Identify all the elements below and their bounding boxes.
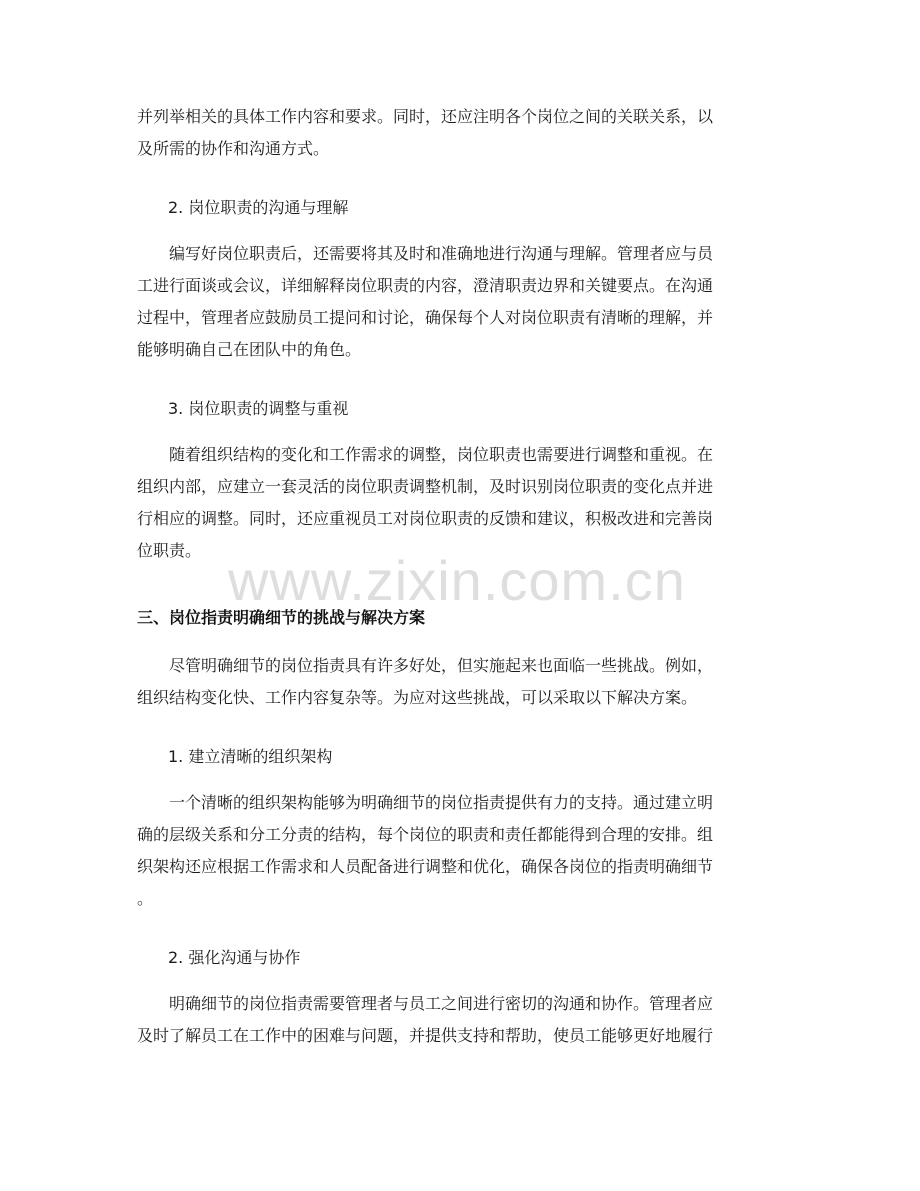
text-line: 及时了解员工在工作中的困难与问题，并提供支持和帮助，使员工能够更好地履行 [137,1026,714,1045]
paragraph-collaboration [137,988,785,1052]
text-line: 行相应的调整。同时，还应重视员工对岗位职责的反馈和建议，积极改进和完善岗 [137,509,714,528]
text-line: 。 [137,889,154,908]
text-line: 工进行面谈或会议，详细解释岗位职责的内容，澄清职责边界和关键要点。在沟通 [137,276,714,295]
text-line: 明确细节的岗位指责需要管理者与员工之间进行密切的沟通和协作。管理者应 [169,994,714,1013]
text-line: 尽管明确细节的岗位指责具有许多好处，但实施起来也面临一些挑战。例如， [169,656,714,675]
paragraph-communication [137,238,785,366]
text-line: 织架构还应根据工作需求和人员配备进行调整和优化，确保各岗位的指责明确细节 [137,857,714,876]
watermark: www.zixin.com.cn [228,549,686,612]
text-line: 确的层级关系和分工分责的结构，每个岗位的职责和责任都能得到合理的安排。组 [137,825,714,844]
text-line: 位职责。 [137,541,202,560]
text-line: 组织结构变化快、工作内容复杂等。为应对这些挑战，可以采取以下解决方案。 [137,688,698,707]
subheading-s3-2: 2. 强化沟通与协作 [168,948,301,967]
paragraph-org-structure [137,787,785,915]
text-line: 编写好岗位职责后，还需要将其及时和准确地进行沟通与理解。管理者应与员 [169,244,714,263]
text-line: 能够明确自己在团队中的角色。 [137,340,362,359]
paragraph-challenges [137,650,785,714]
section-heading-3: 三、岗位指责明确细节的挑战与解决方案 [137,608,426,627]
paragraph-adjustment [137,439,785,567]
text-line: 并列举相关的具体工作内容和要求。同时，还应注明各个岗位之间的关联关系，以 [137,107,714,126]
text-line: 随着组织结构的变化和工作需求的调整，岗位职责也需要进行调整和重视。在 [169,445,714,464]
text-line: 及所需的协作和沟通方式。 [137,139,330,158]
text-line: 组织内部，应建立一套灵活的岗位职责调整机制，及时识别岗位职责的变化点并进 [137,477,714,496]
subheading-2: 2. 岗位职责的沟通与理解 [168,198,349,217]
subheading-3: 3. 岗位职责的调整与重视 [168,399,349,418]
text-line: 一个清晰的组织架构能够为明确细节的岗位指责提供有力的支持。通过建立明 [169,793,714,812]
paragraph-intro [137,101,785,165]
text-line: 过程中，管理者应鼓励员工提问和讨论，确保每个人对岗位职责有清晰的理解，并 [137,308,714,327]
subheading-s3-1: 1. 建立清晰的组织架构 [168,747,333,766]
